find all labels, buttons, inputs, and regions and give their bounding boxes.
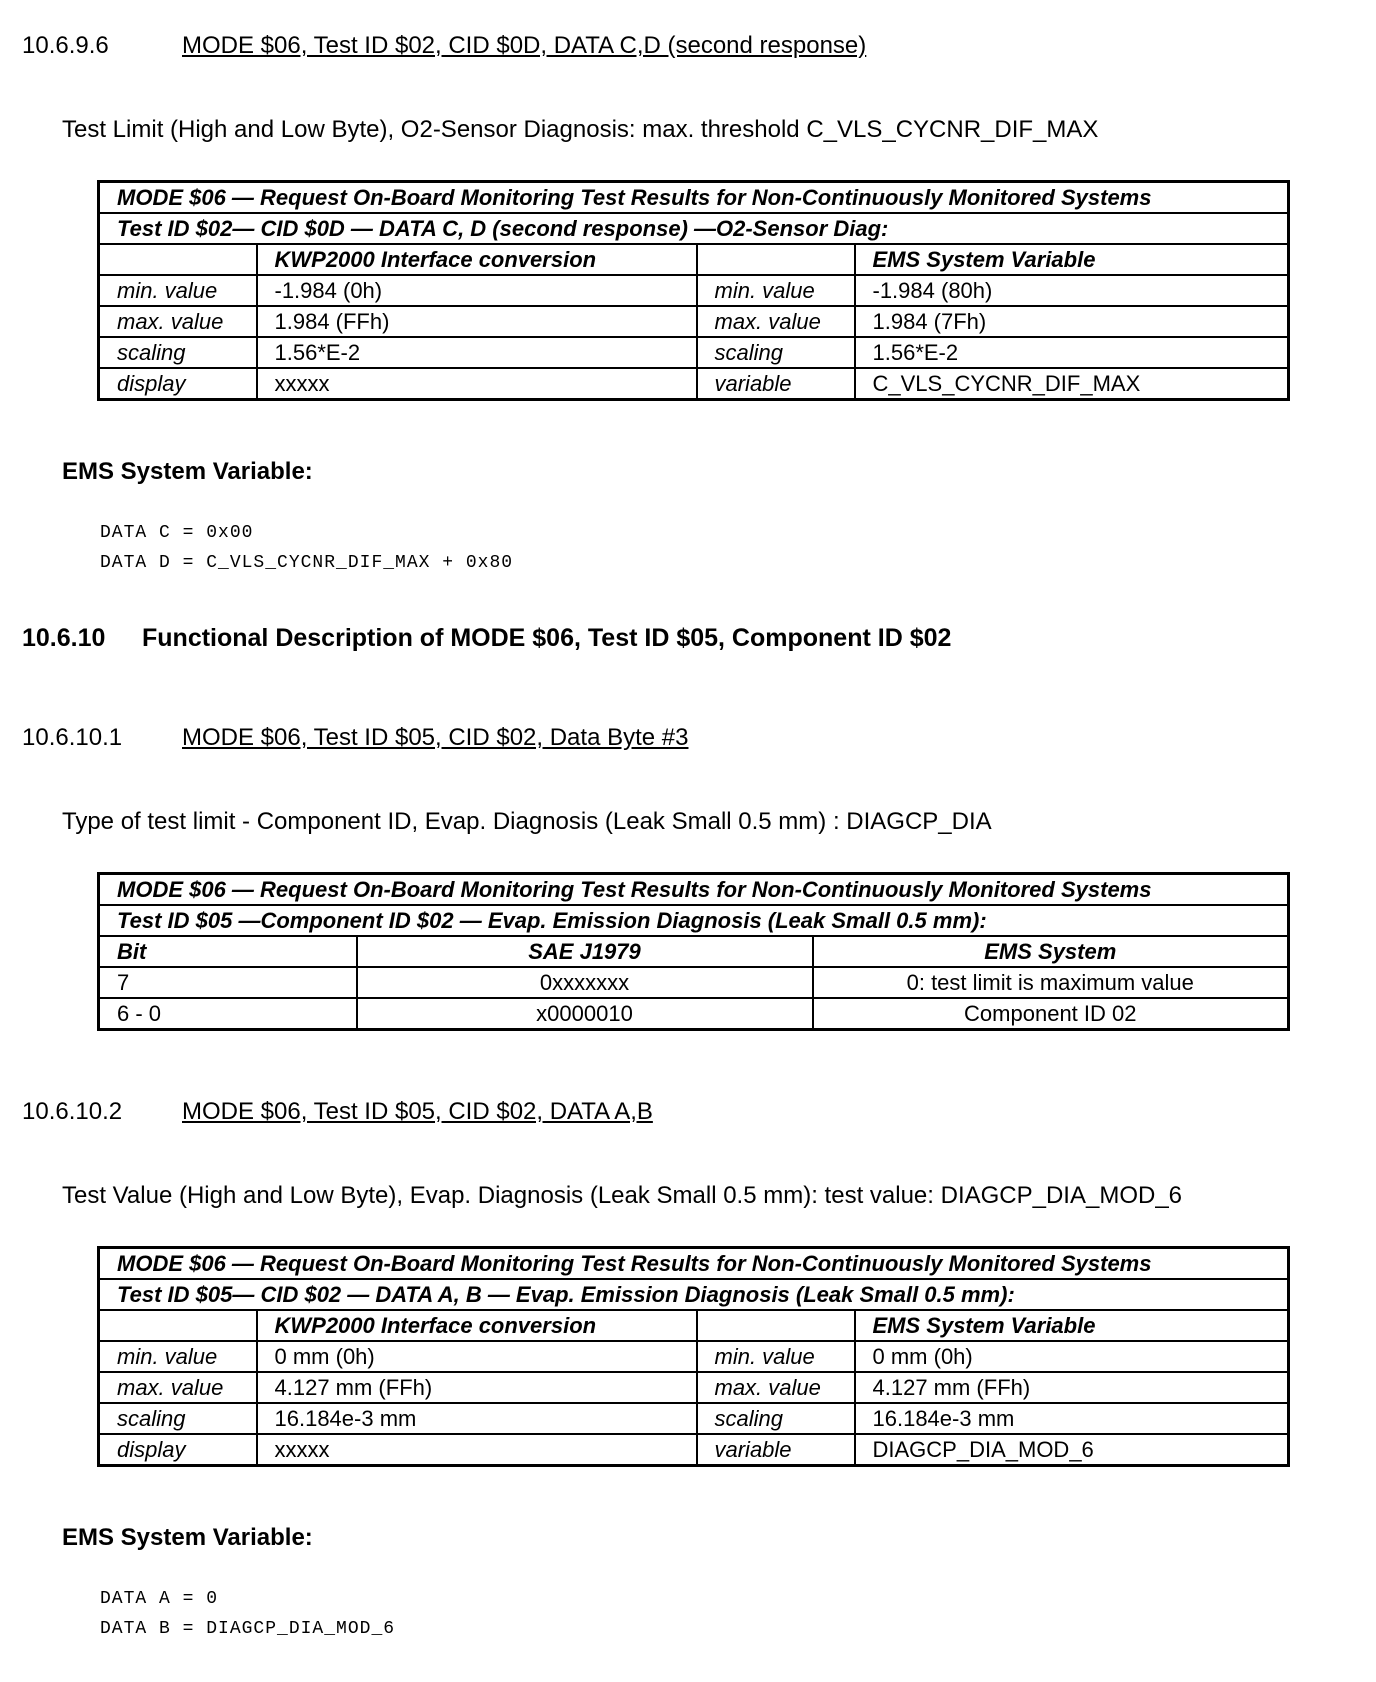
ems-variable-heading: EMS System Variable: <box>62 1524 313 1551</box>
bit-cell: 6 - 0 <box>99 998 357 1030</box>
section-number: 10.6.10.2 <box>22 1098 123 1125</box>
row-value: 16.184e-3 mm <box>855 1403 1289 1434</box>
row-value: 4.127 mm (FFh) <box>855 1372 1289 1403</box>
row-label: scaling <box>99 337 257 368</box>
row-label: max. value <box>697 306 855 337</box>
row-label: max. value <box>99 306 257 337</box>
code-line: DATA D = C_VLS_CYCNR_DIF_MAX + 0x80 <box>100 553 514 573</box>
row-label: display <box>99 1434 257 1466</box>
row-label: variable <box>697 1434 855 1466</box>
table-header-sae-j1979: SAE J1979 <box>357 936 813 967</box>
section-intro: Type of test limit - Component ID, Evap. Diagnosis (Leak Small 0.5 mm) : DIAGCP_DIA <box>62 808 992 835</box>
row-value: 16.184e-3 mm <box>257 1403 697 1434</box>
row-value: 0 mm (0h) <box>257 1341 697 1372</box>
row-value: xxxxx <box>257 368 697 400</box>
row-value: 1.984 (FFh) <box>257 306 697 337</box>
section-title: Functional Description of MODE $06, Test ID $05, Component ID $02 <box>142 624 952 652</box>
table-subtitle: Test ID $02— CID $0D — DATA C, D (second response) —O2-Sensor Diag: <box>99 213 1289 244</box>
section-title: MODE $06, Test ID $02, CID $0D, DATA C,D (second response) <box>182 32 867 59</box>
table-header-bit: Bit <box>99 936 357 967</box>
row-value: -1.984 (0h) <box>257 275 697 306</box>
row-label: variable <box>697 368 855 400</box>
section-title: MODE $06, Test ID $05, CID $02, DATA A,B <box>182 1098 653 1125</box>
table-title: MODE $06 — Request On-Board Monitoring Test Results for Non-Continuously Monitored Systems <box>99 1248 1289 1280</box>
table-subtitle: Test ID $05— CID $02 — DATA A, B — Evap. Emission Diagnosis (Leak Small 0.5 mm): <box>99 1279 1289 1310</box>
ems-cell: 0: test limit is maximum value <box>813 967 1289 998</box>
table-header-empty <box>697 1310 855 1341</box>
row-value: C_VLS_CYCNR_DIF_MAX <box>855 368 1289 400</box>
row-label: min. value <box>697 1341 855 1372</box>
row-value: 1.56*E-2 <box>855 337 1289 368</box>
test-value-table-cid-02 <box>97 1246 1290 1467</box>
table-row <box>99 306 1289 337</box>
row-label: min. value <box>697 275 855 306</box>
row-label: scaling <box>697 337 855 368</box>
section-heading-10-6-9-6 <box>22 32 866 60</box>
table-row <box>99 1434 1289 1466</box>
row-label: scaling <box>99 1403 257 1434</box>
section-intro: Test Limit (High and Low Byte), O2-Sensor Diagnosis: max. threshold C_VLS_CYCNR_DIF_MAX <box>62 116 1099 143</box>
table-header-ems-system: EMS System <box>813 936 1289 967</box>
sae-cell: 0xxxxxxx <box>357 967 813 998</box>
section-heading-10-6-10-2 <box>22 1098 653 1126</box>
table-row <box>99 1403 1289 1434</box>
table-header-empty <box>99 1310 257 1341</box>
table-header-ems: EMS System Variable <box>855 244 1289 275</box>
table-title: MODE $06 — Request On-Board Monitoring Test Results for Non-Continuously Monitored Systems <box>99 874 1289 906</box>
ems-variable-heading: EMS System Variable: <box>62 458 313 485</box>
row-value: 0 mm (0h) <box>855 1341 1289 1372</box>
row-label: max. value <box>99 1372 257 1403</box>
table-header-kwp2000: KWP2000 Interface conversion <box>257 244 697 275</box>
row-label: min. value <box>99 1341 257 1372</box>
table-row <box>99 1372 1289 1403</box>
section-intro: Test Value (High and Low Byte), Evap. Diagnosis (Leak Small 0.5 mm): test value: DIAGCP_DIA_MOD_6 <box>62 1182 1183 1209</box>
row-value: 4.127 mm (FFh) <box>257 1372 697 1403</box>
row-value: 1.984 (7Fh) <box>855 306 1289 337</box>
code-line: DATA A = 0 <box>100 1589 219 1609</box>
row-label: max. value <box>697 1372 855 1403</box>
code-block <box>100 518 513 578</box>
section-heading-10-6-10-1 <box>22 724 688 752</box>
test-limit-table-cid-0d <box>97 180 1290 401</box>
section-number: 10.6.10 <box>22 624 106 652</box>
table-title: MODE $06 — Request On-Board Monitoring Test Results for Non-Continuously Monitored Systems <box>99 182 1289 214</box>
table-row <box>99 1341 1289 1372</box>
table-row <box>99 368 1289 400</box>
row-value: DIAGCP_DIA_MOD_6 <box>855 1434 1289 1466</box>
sae-cell: x0000010 <box>357 998 813 1030</box>
table-header-empty <box>697 244 855 275</box>
table-header-ems: EMS System Variable <box>855 1310 1289 1341</box>
code-line: DATA B = DIAGCP_DIA_MOD_6 <box>100 1619 396 1639</box>
table-subtitle: Test ID $05 —Component ID $02 — Evap. Emission Diagnosis (Leak Small 0.5 mm): <box>99 905 1289 936</box>
table-row <box>99 967 1289 998</box>
ems-cell: Component ID 02 <box>813 998 1289 1030</box>
row-label: display <box>99 368 257 400</box>
table-row <box>99 337 1289 368</box>
section-number: 10.6.10.1 <box>22 724 123 751</box>
table-header-empty <box>99 244 257 275</box>
component-id-table <box>97 872 1290 1031</box>
table-header-kwp2000: KWP2000 Interface conversion <box>257 1310 697 1341</box>
row-label: scaling <box>697 1403 855 1434</box>
row-value: xxxxx <box>257 1434 697 1466</box>
section-title: MODE $06, Test ID $05, CID $02, Data Byte #3 <box>182 724 689 751</box>
row-value: -1.984 (80h) <box>855 275 1289 306</box>
bit-cell: 7 <box>99 967 357 998</box>
table-row <box>99 998 1289 1030</box>
section-heading-10-6-10 <box>22 624 951 653</box>
section-number: 10.6.9.6 <box>22 32 109 59</box>
row-value: 1.56*E-2 <box>257 337 697 368</box>
row-label: min. value <box>99 275 257 306</box>
code-line: DATA C = 0x00 <box>100 523 254 543</box>
table-row <box>99 275 1289 306</box>
code-block <box>100 1584 395 1644</box>
